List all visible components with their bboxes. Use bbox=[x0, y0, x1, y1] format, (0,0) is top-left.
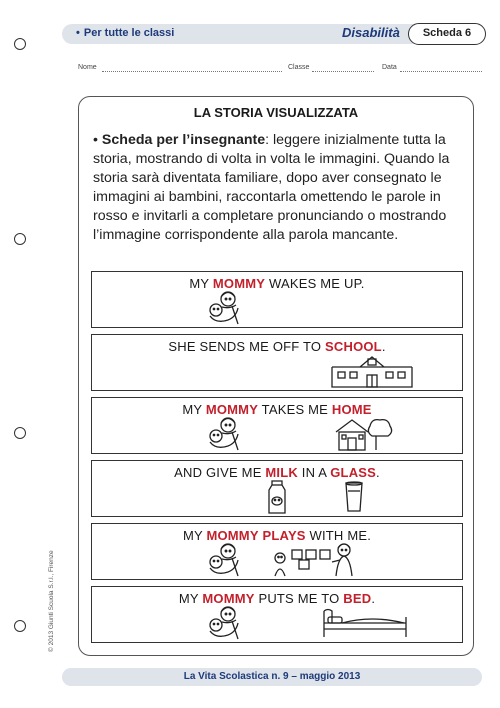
story-box bbox=[91, 586, 463, 643]
class-field[interactable] bbox=[312, 64, 374, 72]
mother-child-icon bbox=[202, 290, 248, 326]
keyword-word: HOME bbox=[331, 402, 372, 417]
milk-bottle-icon bbox=[266, 479, 288, 515]
teacher-instructions: • Scheda per l’insegnante: leggere inizialmente tutta la storia, mostrando di volta in volta le immagini. Quando la storia sarà diventata familiare, dopo aver consegnato le immagini ai bambini, raccontarla omettendo le parole in rosso e invitarli a completare pronunciando o mostrando l’immagine corrispondente alla parola mancante. bbox=[93, 132, 450, 243]
story-box bbox=[91, 334, 463, 391]
header-band bbox=[62, 24, 482, 44]
sentence-text: SHE SENDS ME OFF TO bbox=[168, 339, 326, 354]
instructions-label: Scheda per l’insegnante bbox=[101, 132, 266, 148]
footer-band bbox=[62, 668, 482, 686]
sentence-text: WITH ME. bbox=[305, 528, 372, 543]
sentence-text: WAKES ME UP. bbox=[265, 276, 365, 291]
sentence-text: TAKES ME bbox=[258, 402, 332, 417]
sentence-text: MY bbox=[178, 591, 203, 606]
binder-hole-1 bbox=[14, 38, 26, 50]
instructions-text: : leggere inizialmente tutta la storia, mostrando di volta in volta le immagini. Quando la storia sarà diventata familiare, dopo aver consegnato le immagini ai bambini, raccontarla omettendo le parole in rosso e invitarli a completare pronunciando o mostrando l’immagine corrispondente alla parola mancante. bbox=[93, 132, 450, 243]
house-icon bbox=[332, 414, 396, 452]
sheet-badge bbox=[408, 23, 486, 45]
sentence-text: . bbox=[371, 591, 376, 606]
sentence-text: IN A bbox=[297, 465, 331, 480]
footer-text: La Vita Scolastica n. 9 – maggio 2013 bbox=[183, 671, 361, 682]
keyword-word: SCHOOL bbox=[325, 339, 382, 354]
binder-hole-4 bbox=[14, 620, 26, 632]
mother-child-icon bbox=[202, 605, 248, 641]
date-field[interactable] bbox=[400, 64, 482, 72]
sentence-text: . bbox=[376, 465, 380, 480]
keyword-word: MOMMY bbox=[206, 528, 259, 543]
binder-hole-3 bbox=[14, 427, 26, 439]
story-sentence bbox=[92, 591, 462, 606]
class-label: Classe bbox=[288, 64, 310, 71]
mother-child-icon bbox=[202, 542, 248, 578]
worksheet-title: LA STORIA VISUALIZZATA bbox=[193, 105, 359, 120]
binder-hole-2 bbox=[14, 233, 26, 245]
story-box bbox=[91, 460, 463, 517]
bed-icon bbox=[320, 607, 410, 639]
story-sentence bbox=[92, 276, 462, 291]
story-box bbox=[91, 523, 463, 580]
mother-child-icon bbox=[202, 416, 248, 452]
header-audience: • Per tutte le classi bbox=[76, 27, 175, 39]
story-sentence bbox=[92, 465, 462, 480]
sentence-text: . bbox=[381, 339, 386, 354]
sentence-text: MY bbox=[182, 402, 206, 417]
sentence-text: PUTS ME TO bbox=[254, 591, 344, 606]
school-building-icon bbox=[330, 353, 414, 389]
keyword-word: MOMMY bbox=[212, 276, 266, 291]
date-label: Data bbox=[382, 64, 397, 71]
keyword-word: MOMMY bbox=[202, 591, 255, 606]
keyword-word: MILK bbox=[265, 465, 298, 480]
header-section: Disabilità bbox=[342, 25, 400, 40]
sentence-text: MY bbox=[189, 276, 213, 291]
keyword-word: MOMMY bbox=[205, 402, 259, 417]
story-sentence bbox=[92, 339, 462, 354]
play-blocks-icon bbox=[272, 540, 362, 578]
worksheet-frame bbox=[78, 96, 474, 656]
sentence-text: MY bbox=[182, 528, 207, 543]
keyword-word: BED bbox=[343, 591, 372, 606]
keyword-word: GLASS bbox=[330, 465, 377, 480]
header-audience-text: Per tutte le classi bbox=[83, 27, 175, 39]
story-sentence bbox=[92, 402, 462, 417]
name-label: Nome bbox=[78, 64, 97, 71]
story-box bbox=[91, 397, 463, 454]
sentence-text: AND GIVE ME bbox=[174, 465, 266, 480]
story-box bbox=[91, 271, 463, 328]
keyword-word: PLAYS bbox=[262, 528, 306, 543]
sheet-badge-label: Scheda 6 bbox=[422, 27, 472, 39]
copyright-notice: © 2013 Giunti Scuola S.r.l., Firenze bbox=[48, 550, 55, 652]
name-field[interactable] bbox=[102, 64, 282, 72]
glass-icon bbox=[344, 481, 364, 513]
